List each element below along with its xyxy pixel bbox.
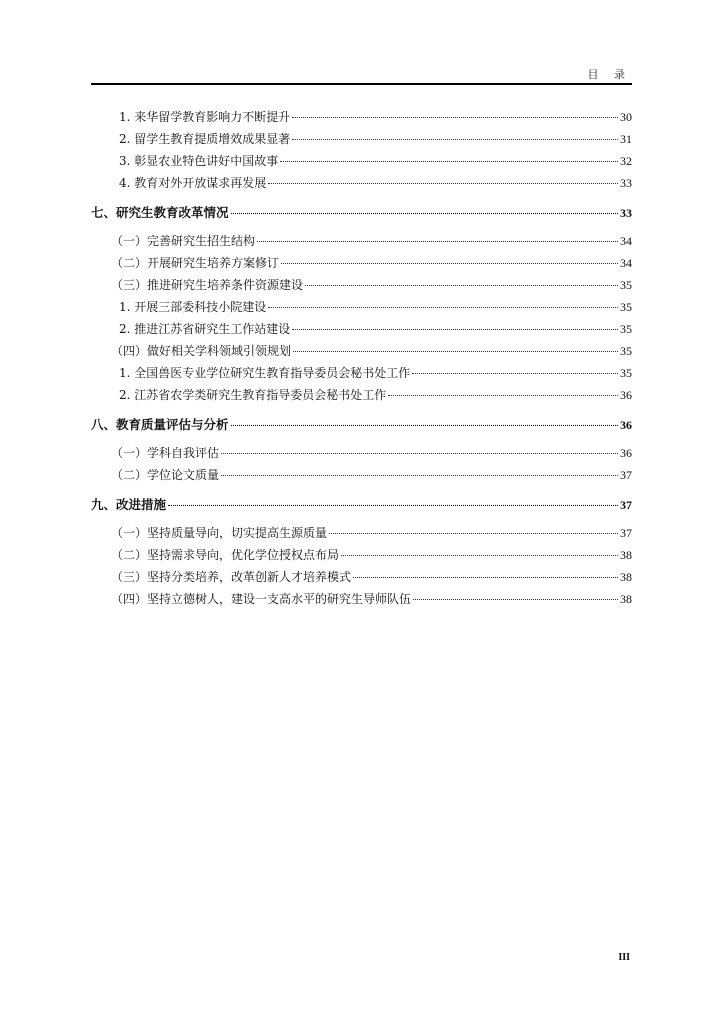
toc-entry[interactable] <box>91 276 632 298</box>
toc-dot-leader <box>281 263 618 264</box>
toc-entry-page: 35 <box>620 366 632 380</box>
toc-entry-title: 八、教育质量评估与分析 <box>91 417 229 432</box>
toc-dot-leader <box>305 285 618 286</box>
toc-dot-leader <box>341 555 618 556</box>
toc-entry-page: 36 <box>620 418 632 432</box>
toc-entry-page: 38 <box>620 592 632 606</box>
page-number: III <box>618 952 630 963</box>
toc-entry[interactable] <box>91 203 632 225</box>
toc-entry[interactable] <box>91 466 632 488</box>
toc-entry-title: （一）坚持质量导向，切实提高生源质量 <box>111 526 328 540</box>
toc-entry-title: （三）推进研究生培养条件资源建设 <box>111 278 304 292</box>
toc-entry[interactable] <box>91 108 632 130</box>
toc-entry-title: （三）坚持分类培养，改革创新人才培养模式 <box>111 570 352 584</box>
toc-entry-page: 37 <box>620 498 632 512</box>
toc-dot-leader <box>292 329 618 330</box>
toc-entry[interactable] <box>91 152 632 174</box>
toc-entry[interactable] <box>91 546 632 568</box>
toc-entry[interactable] <box>91 342 632 364</box>
toc-dot-leader <box>231 213 618 214</box>
toc-entry[interactable] <box>91 232 632 254</box>
toc-dot-leader <box>168 505 618 506</box>
toc-entry[interactable] <box>91 386 632 408</box>
toc-entry-title: 1. 开展三部委科技小院建设 <box>119 300 267 314</box>
toc-dot-leader <box>280 161 618 162</box>
toc-entry-page: 34 <box>620 256 632 270</box>
toc-entry-page: 36 <box>620 446 632 460</box>
toc-entry-page: 38 <box>620 548 632 562</box>
toc-dot-leader <box>231 425 618 426</box>
toc-entry[interactable] <box>91 320 632 342</box>
toc-dot-leader <box>268 183 618 184</box>
toc-dot-leader <box>353 577 618 578</box>
toc-entry-title: 1. 全国兽医专业学位研究生教育指导委员会秘书处工作 <box>119 366 411 380</box>
toc-entry-page: 35 <box>620 322 632 336</box>
toc-entry-title: 2. 推进江苏省研究生工作站建设 <box>119 322 291 336</box>
toc-entry-page: 30 <box>620 110 632 124</box>
toc-dot-leader <box>412 373 618 374</box>
toc-dot-leader <box>329 533 618 534</box>
toc-dot-leader <box>293 351 618 352</box>
toc-entry-title: （一）完善研究生招生结构 <box>111 234 256 248</box>
toc-dot-leader <box>388 395 618 396</box>
toc-entry-page: 33 <box>620 206 632 220</box>
toc-entry-title: （二）开展研究生培养方案修订 <box>111 256 280 270</box>
toc-entry-page: 38 <box>620 570 632 584</box>
toc-entry-page: 33 <box>620 176 632 190</box>
toc-entry-page: 37 <box>620 468 632 482</box>
toc-entry-page: 35 <box>620 344 632 358</box>
header-rule <box>91 83 632 85</box>
toc-entry[interactable] <box>91 174 632 196</box>
toc-entry-title: 4. 教育对外开放谋求再发展 <box>119 176 267 190</box>
toc-entry-page: 36 <box>620 388 632 402</box>
toc-entry-page: 34 <box>620 234 632 248</box>
toc-entry-page: 35 <box>620 300 632 314</box>
toc-entry-title: （二）坚持需求导向，优化学位授权点布局 <box>111 548 340 562</box>
toc-dot-leader <box>413 599 618 600</box>
toc-dot-leader <box>292 139 618 140</box>
toc-entry[interactable] <box>91 444 632 466</box>
toc-entry-page: 35 <box>620 278 632 292</box>
toc-entry[interactable] <box>91 415 632 437</box>
toc-entry-title: 九、改进措施 <box>91 497 167 512</box>
toc-entry-title: 3. 彰显农业特色讲好中国故事 <box>119 154 279 168</box>
toc-entry[interactable] <box>91 364 632 386</box>
toc-entry-title: （四）坚持立德树人，建设一支高水平的研究生导师队伍 <box>111 592 412 606</box>
toc-entry-page: 31 <box>620 132 632 146</box>
toc-dot-leader <box>268 307 618 308</box>
toc-entry[interactable] <box>91 254 632 276</box>
toc-entry[interactable] <box>91 130 632 152</box>
table-of-contents <box>91 108 632 612</box>
toc-entry-title: 1. 来华留学教育影响力不断提升 <box>119 110 291 124</box>
toc-entry[interactable] <box>91 568 632 590</box>
toc-dot-leader <box>221 453 618 454</box>
toc-dot-leader <box>221 475 618 476</box>
toc-entry[interactable] <box>91 298 632 320</box>
toc-dot-leader <box>257 241 618 242</box>
toc-entry-title: （二）学位论文质量 <box>111 468 220 482</box>
toc-entry-title: 2. 留学生教育提质增效成果显著 <box>119 132 291 146</box>
header-label: 目 录 <box>587 68 631 81</box>
toc-entry-title: 七、研究生教育改革情况 <box>91 205 229 220</box>
toc-entry-title: （一）学科自我评估 <box>111 446 220 460</box>
toc-entry-page: 32 <box>620 154 632 168</box>
toc-entry[interactable] <box>91 495 632 517</box>
toc-entry-title: 2. 江苏省农学类研究生教育指导委员会秘书处工作 <box>119 388 387 402</box>
toc-entry[interactable] <box>91 524 632 546</box>
toc-entry-page: 37 <box>620 526 632 540</box>
toc-dot-leader <box>292 117 618 118</box>
toc-entry-title: （四）做好相关学科领域引领规划 <box>111 344 292 358</box>
toc-entry[interactable] <box>91 590 632 612</box>
